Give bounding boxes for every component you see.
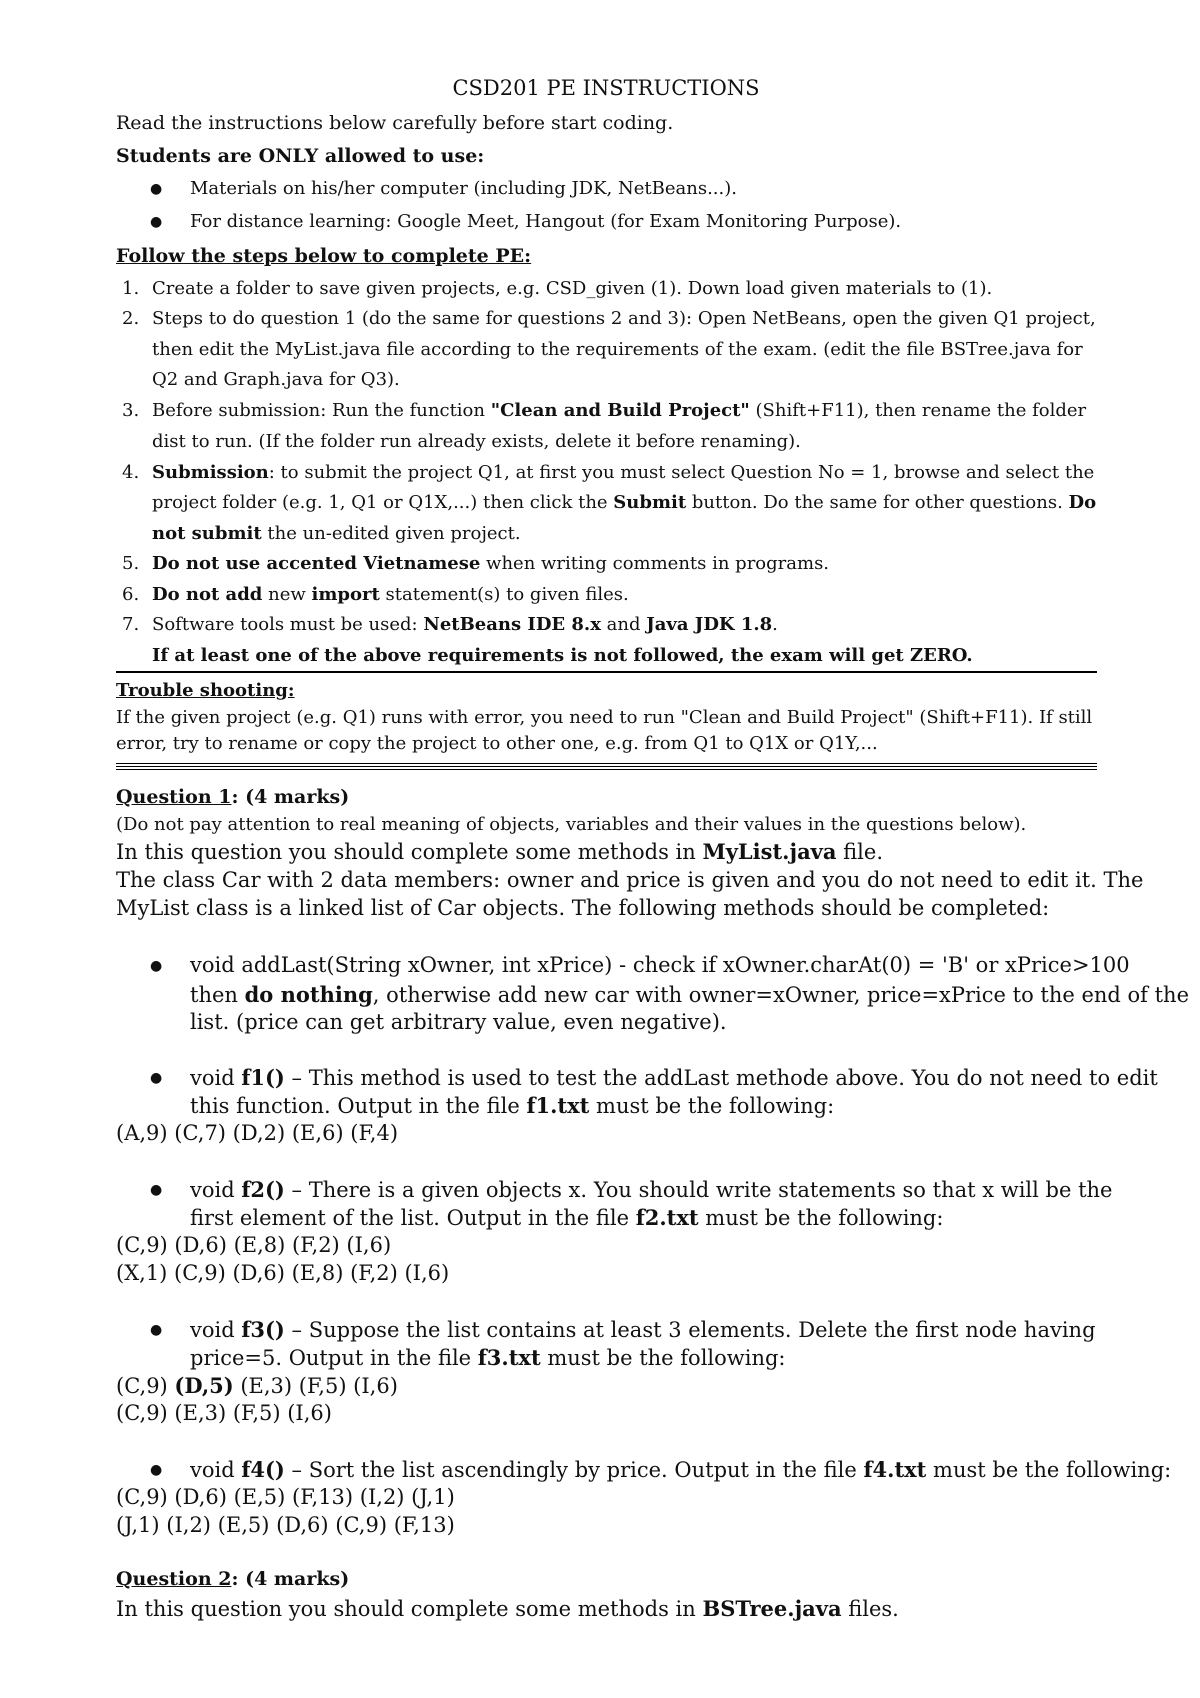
method-f3-line: price=5. Output in the file f3.txt must be the following: [190,1345,786,1370]
step-2-line: then edit the MyList.java file according to the requirements of the exam. (edit the file BSTree.java for [152,339,1083,360]
method-f3-line: void f3() – Suppose the list contains at least 3 elements. Delete the first node having [190,1317,1096,1342]
f1-output: (A,9) (C,7) (D,2) (E,6) (F,4) [116,1121,399,1145]
step-4-line: project folder (e.g. 1, Q1 or Q1X,...) then click the Submit button. Do the same for other questions. Do [152,492,1097,513]
double-rule-middle [116,766,1097,767]
zero-warning: If at least one of the above requirements is not followed, the exam will get ZERO. [152,645,973,666]
intro-text: Read the instructions below carefully before start coding. [116,112,674,134]
question-1-intro: In this question you should complete some methods in MyList.java file. [116,839,884,864]
f3-output: (C,9) (D,5) (E,3) (F,5) (I,6) [116,1373,398,1398]
double-rule-bottom [116,769,1097,770]
question-1-description: The class Car with 2 data members: owner and price is given and you do not need to edit it. The [116,868,1144,892]
step-2-line: Q2 and Graph.java for Q3). [152,369,400,390]
step-4-line: not submit the un-edited given project. [152,523,521,544]
step-number: 3. [122,400,140,421]
method-addlast-line: then do nothing, otherwise add new car with owner=xOwner, price=xPrice to the end of the [190,982,1190,1007]
step-3-line: dist to run. (If the folder run already exists, delete it before renaming). [152,431,801,452]
step-number: 1. [122,278,140,299]
bullet-icon: ● [150,214,163,230]
method-f2-line: first element of the list. Output in the file f2.txt must be the following: [190,1205,944,1230]
step-number: 4. [122,462,140,483]
method-f2-line: void f2() – There is a given objects x. You should write statements so that x will be the [190,1177,1113,1202]
step-number: 5. [122,553,140,574]
bullet-icon: ● [150,1322,163,1338]
steps-heading: Follow the steps below to complete PE: [116,245,532,267]
page-title: CSD201 PE INSTRUCTIONS [452,76,760,100]
allowed-item: Materials on his/her computer (including JDK, NetBeans...). [190,178,737,199]
bullet-icon: ● [150,1462,163,1478]
f2-output: (X,1) (C,9) (D,6) (E,8) (F,2) (I,6) [116,1261,450,1285]
f3-output: (C,9) (E,3) (F,5) (I,6) [116,1401,332,1425]
trouble-line: If the given project (e.g. Q1) runs with error, you need to run "Clean and Build Project" (Shift+F11). If still [116,707,1093,728]
method-addlast-line: void addLast(String xOwner, int xPrice) - check if xOwner.charAt(0) = 'B' or xPrice>100 [190,953,1130,977]
step-number: 6. [122,584,140,605]
trouble-line: error, try to rename or copy the project to other one, e.g. from Q1 to Q1X or Q1Y,... [116,733,878,754]
step-2-line: Steps to do question 1 (do the same for questions 2 and 3): Open NetBeans, open the given Q1 project, [152,308,1096,329]
f2-output: (C,9) (D,6) (E,8) (F,2) (I,6) [116,1233,392,1257]
step-number: 7. [122,614,140,635]
step-number: 2. [122,308,140,329]
section-divider [116,671,1097,673]
question-2-intro: In this question you should complete some methods in BSTree.java files. [116,1596,899,1621]
question-2-heading: Question 2: (4 marks) [116,1568,350,1590]
question-1-description: MyList class is a linked list of Car objects. The following methods should be completed: [116,896,1050,920]
bullet-icon: ● [150,958,163,974]
allowed-item: For distance learning: Google Meet, Hangout (for Exam Monitoring Purpose). [190,211,902,232]
step-4-line: Submission: to submit the project Q1, at first you must select Question No = 1, browse and select the [152,462,1095,483]
step-7-text: Software tools must be used: NetBeans IDE 8.x and Java JDK 1.8. [152,614,778,635]
f4-output: (J,1) (I,2) (E,5) (D,6) (C,9) (F,13) [116,1513,455,1537]
method-addlast-line: list. (price can get arbitrary value, even negative). [190,1010,727,1034]
method-f4-line: void f4() – Sort the list ascendingly by price. Output in the file f4.txt must be the following: [190,1457,1172,1482]
method-f1-line: void f1() – This method is used to test the addLast methode above. You do not need to edit [190,1065,1158,1090]
step-3-line: Before submission: Run the function "Clean and Build Project" (Shift+F11), then rename the folder [152,400,1087,421]
question-1-note: (Do not pay attention to real meaning of objects, variables and their values in the questions below). [116,814,1027,835]
question-1-heading: Question 1: (4 marks) [116,786,350,808]
step-1-text: Create a folder to save given projects, e.g. CSD_given (1). Down load given materials to (1). [152,278,993,299]
bullet-icon: ● [150,181,163,197]
bullet-icon: ● [150,1070,163,1086]
bullet-icon: ● [150,1182,163,1198]
method-f1-line: this function. Output in the file f1.txt must be the following: [190,1093,835,1118]
double-rule-top [116,763,1097,764]
allowed-heading: Students are ONLY allowed to use: [116,145,485,167]
step-6-text: Do not add new import statement(s) to given files. [152,584,629,605]
f4-output: (C,9) (D,6) (E,5) (F,13) (I,2) (J,1) [116,1485,455,1509]
step-5-text: Do not use accented Vietnamese when writing comments in programs. [152,553,830,574]
trouble-heading: Trouble shooting: [116,680,295,701]
